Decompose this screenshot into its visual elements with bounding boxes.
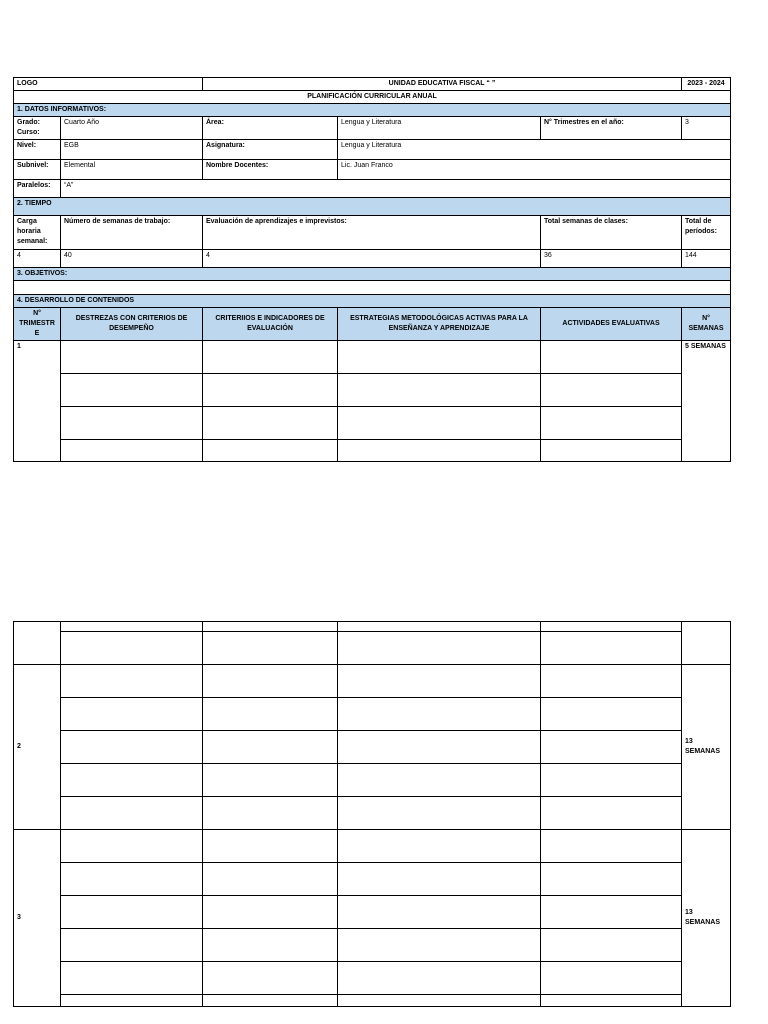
table-cell: [203, 863, 338, 896]
table-cell: [61, 830, 203, 863]
evaluacion-label: Evaluación de aprendizajes e imprevistos:: [203, 216, 541, 250]
table-cell: [338, 995, 541, 1007]
table-cell: [203, 962, 338, 995]
nivel-value: EGB: [61, 140, 203, 160]
carga-label: Carga horaria semanal:: [14, 216, 61, 250]
table-cell: [203, 830, 338, 863]
docentes-label: Nombre Docentes:: [203, 160, 338, 180]
table-cell: [203, 698, 338, 731]
semanas-trabajo-value: 40: [61, 250, 203, 268]
grado-value: Cuarto Año: [61, 117, 203, 140]
planning-table-page-2: [13, 621, 730, 1007]
section-1-title: 1. DATOS INFORMATIVOS:: [14, 104, 731, 117]
school-year: 2023 - 2024: [682, 78, 731, 91]
table-cell: [203, 896, 338, 929]
table-cell: [61, 797, 203, 830]
table-cell: [61, 863, 203, 896]
table-cell: [338, 797, 541, 830]
area-label: Área:: [203, 117, 338, 140]
table-cell: [203, 440, 338, 462]
table-cell: [541, 962, 682, 995]
table-cell: [61, 929, 203, 962]
table-cell: [61, 407, 203, 440]
trimestre-3-weeks: 13 SEMANAS: [682, 830, 731, 1007]
col-header-estrategias: ESTRATEGIAS METODOLÓGICAS ACTIVAS PARA LA ENSEÑANZA Y APRENDIZAJE: [338, 308, 541, 341]
table-cell: [61, 440, 203, 462]
table-cell: [338, 665, 541, 698]
table-cell: [338, 698, 541, 731]
table-cell: [338, 440, 541, 462]
table-cell: [203, 341, 338, 374]
section-2-title: 2. TIEMPO: [14, 198, 731, 216]
trimestre-3-number: 3: [14, 830, 61, 1007]
school-name: UNIDAD EDUCATIVA FISCAL “ ”: [203, 78, 682, 91]
table-cell: [61, 731, 203, 764]
trimestre-2-number: 2: [14, 665, 61, 830]
table-cell: [203, 622, 338, 632]
table-cell: [61, 995, 203, 1007]
table-cell: [203, 374, 338, 407]
table-cell: [541, 374, 682, 407]
col-header-actividades: ACTIVIDADES EVALUATIVAS: [541, 308, 682, 341]
table-cell: [541, 341, 682, 374]
table-cell: [541, 995, 682, 1007]
table-cell: [61, 698, 203, 731]
table-cell: [541, 896, 682, 929]
table-cell: [338, 632, 541, 665]
nivel-label: Nivel:: [14, 140, 61, 160]
table-cell: [541, 764, 682, 797]
carga-value: 4: [14, 250, 61, 268]
col-header-criterios: CRITERIIOS E INDICADORES DE EVALUACIÓN: [203, 308, 338, 341]
subnivel-value: Elemental: [61, 160, 203, 180]
table-cell: [338, 341, 541, 374]
trimestre-2-weeks: 13 SEMANAS: [682, 665, 731, 830]
asignatura-value: Lengua y Literatura: [338, 140, 731, 160]
table-cell: [61, 341, 203, 374]
table-cell: [541, 440, 682, 462]
logo-cell: LOGO: [14, 78, 203, 91]
table-cell: [203, 764, 338, 797]
table-cell: [682, 622, 731, 665]
table-cell: [541, 632, 682, 665]
total-semanas-label: Total semanas de clases:: [541, 216, 682, 250]
table-cell: [203, 929, 338, 962]
table-cell: [203, 797, 338, 830]
table-cell: [61, 622, 203, 632]
paralelos-label: Paralelos:: [14, 180, 61, 198]
table-cell: [541, 407, 682, 440]
total-periodos-label: Total de períodos:: [682, 216, 731, 250]
total-semanas-value: 36: [541, 250, 682, 268]
table-cell: [541, 698, 682, 731]
table-cell: [338, 830, 541, 863]
table-cell: [203, 731, 338, 764]
table-cell: [61, 962, 203, 995]
table-cell: [203, 632, 338, 665]
total-periodos-value: 144: [682, 250, 731, 268]
col-header-destrezas: DESTREZAS CON CRITERIOS DE DESEMPEÑO: [61, 308, 203, 341]
table-cell: [14, 622, 61, 665]
semanas-trabajo-label: Número de semanas de trabajo:: [61, 216, 203, 250]
table-cell: [61, 374, 203, 407]
area-value: Lengua y Literatura: [338, 117, 541, 140]
col-header-trimestre: N° TRIMESTR E: [14, 308, 61, 341]
grado-label: Grado: Curso:: [14, 117, 61, 140]
table-cell: [338, 622, 541, 632]
table-cell: [541, 863, 682, 896]
planning-table-page-1: [13, 77, 730, 462]
table-cell: [338, 764, 541, 797]
asignatura-label: Asignatura:: [203, 140, 338, 160]
table-cell: [61, 764, 203, 797]
subnivel-label: Subnivel:: [14, 160, 61, 180]
table-cell: [61, 665, 203, 698]
section-3-title: 3. OBJETIVOS:: [14, 268, 731, 281]
trimestre-1-number: 1: [14, 341, 61, 462]
section-4-title: 4. DESARROLLO DE CONTENIDOS: [14, 295, 731, 308]
trimestres-value: 3: [682, 117, 731, 140]
table-cell: [203, 407, 338, 440]
plan-title: PLANIFICACIÓN CURRICULAR ANUAL: [14, 91, 731, 104]
table-cell: [541, 830, 682, 863]
table-cell: [338, 374, 541, 407]
objetivos-content: [14, 281, 731, 295]
table-cell: [541, 665, 682, 698]
trimestres-label: N° Trimestres en el año:: [541, 117, 682, 140]
paralelos-value: “A”: [61, 180, 731, 198]
table-cell: [338, 929, 541, 962]
table-cell: [338, 407, 541, 440]
table-cell: [338, 863, 541, 896]
table-cell: [541, 797, 682, 830]
table-cell: [541, 731, 682, 764]
table-cell: [61, 632, 203, 665]
table-cell: [541, 622, 682, 632]
evaluacion-value: 4: [203, 250, 541, 268]
table-cell: [203, 665, 338, 698]
table-cell: [338, 896, 541, 929]
table-cell: [61, 896, 203, 929]
table-cell: [338, 962, 541, 995]
table-cell: [541, 929, 682, 962]
docentes-value: Lic. Juan Franco: [338, 160, 731, 180]
table-cell: [203, 995, 338, 1007]
col-header-semanas: N° SEMANAS: [682, 308, 731, 341]
table-cell: [338, 731, 541, 764]
trimestre-1-weeks: 5 SEMANAS: [682, 341, 731, 462]
